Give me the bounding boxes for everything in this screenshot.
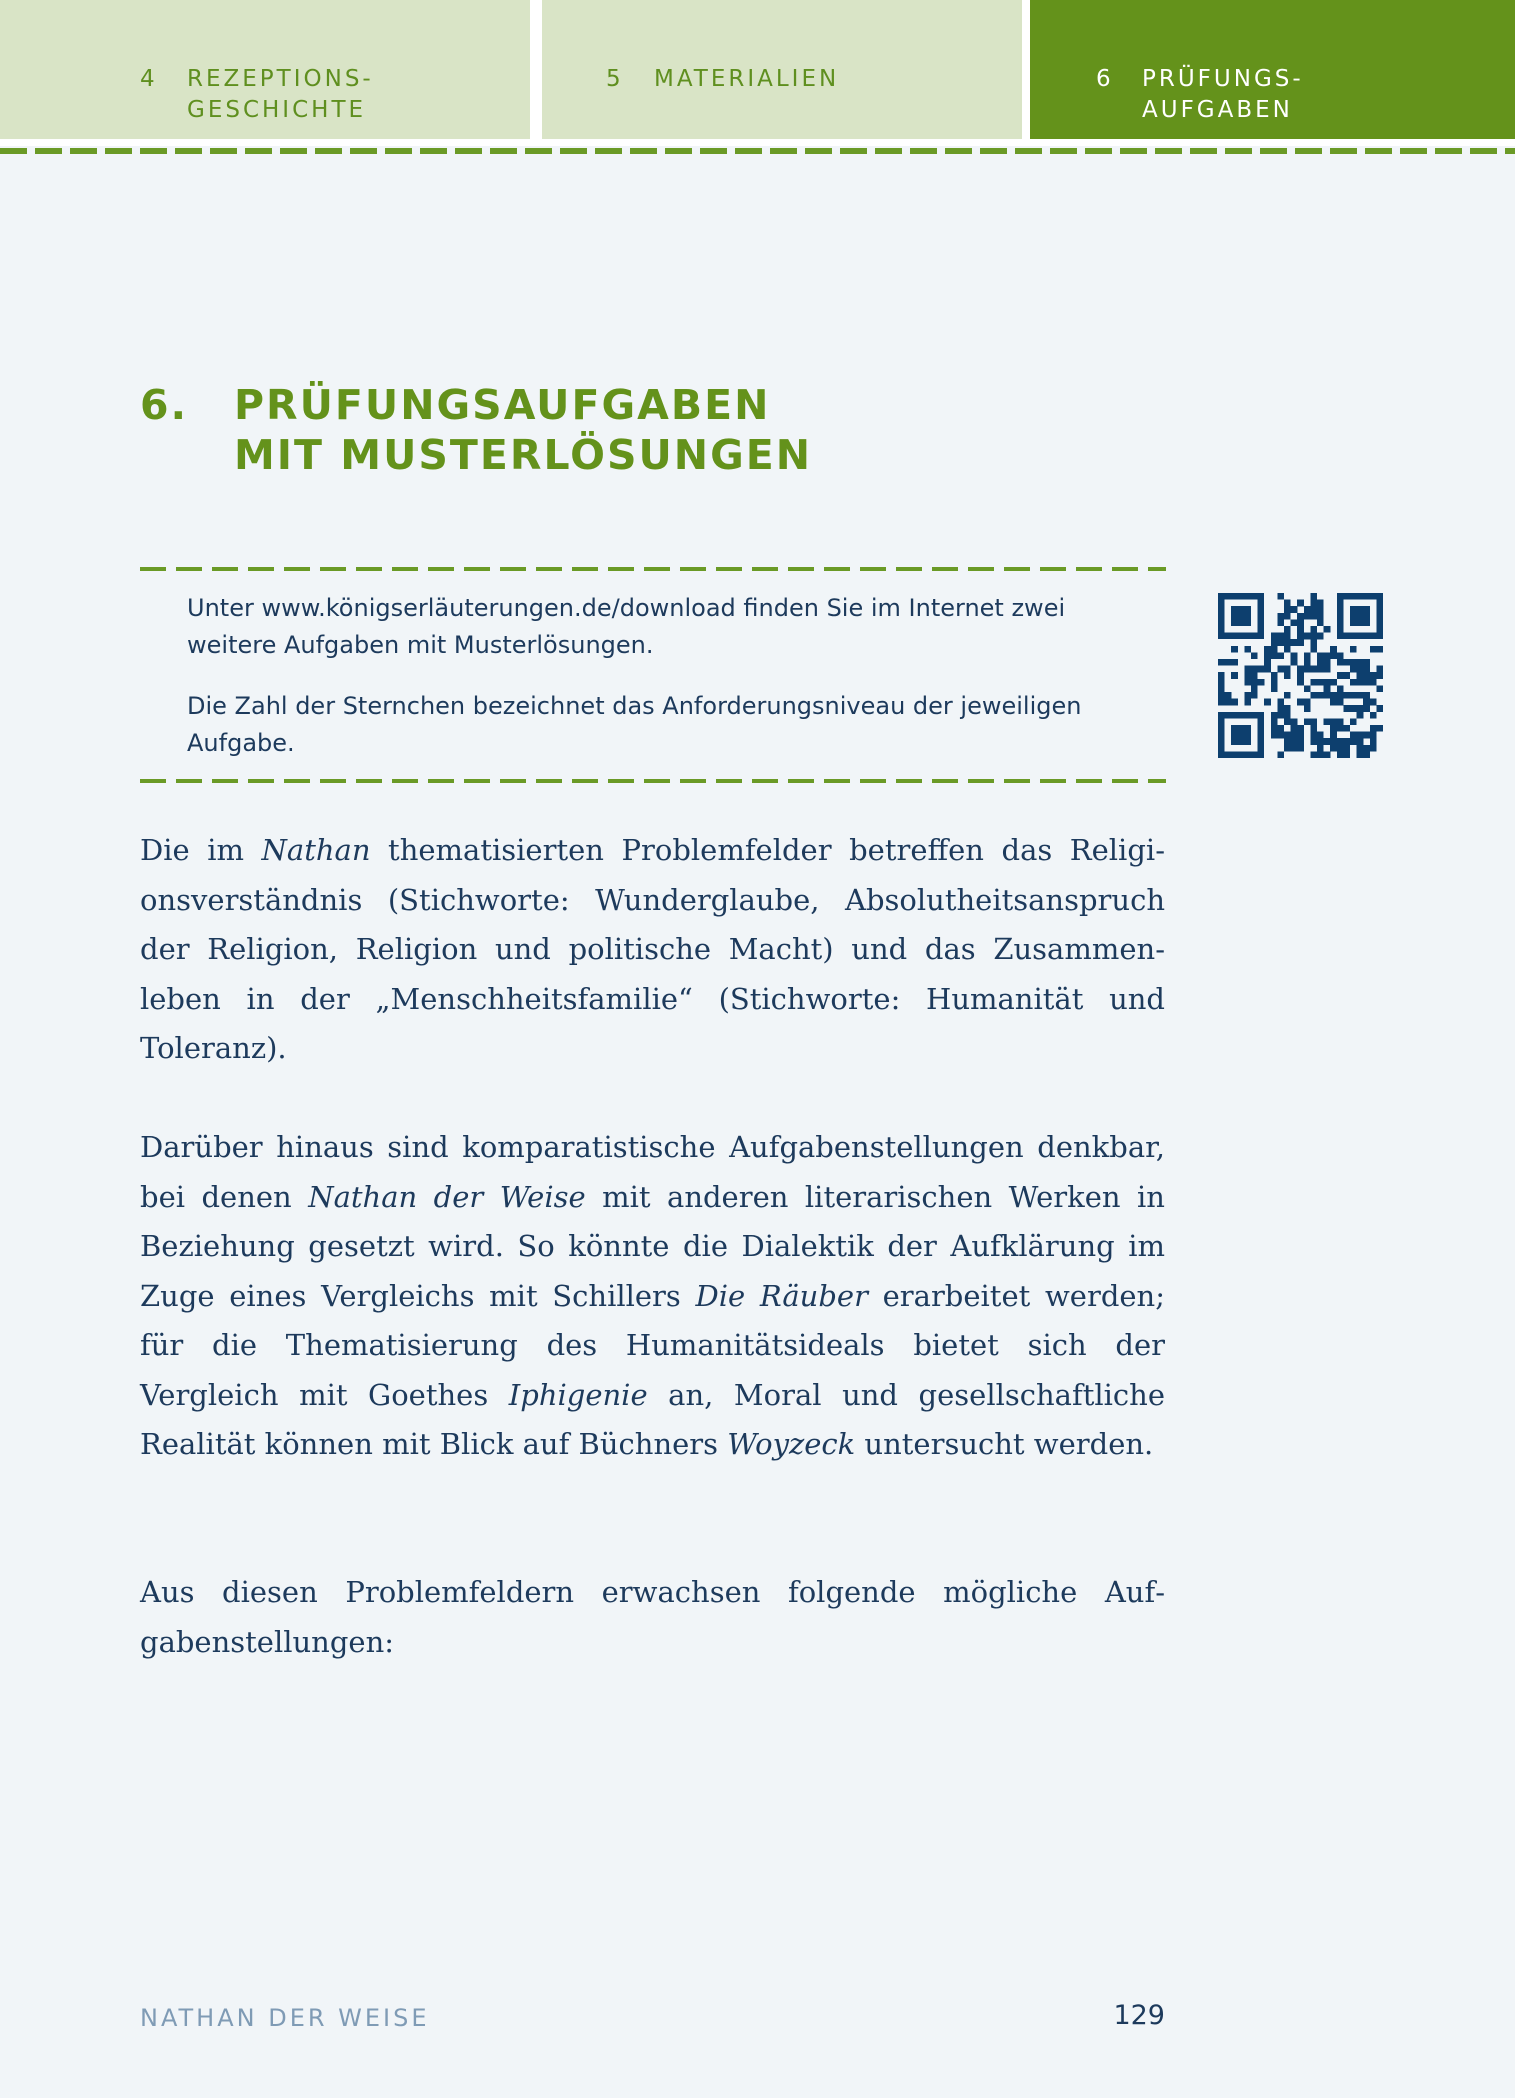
tab-number: 5 — [606, 66, 624, 92]
info-stars: Die Zahl der Sternchen bezeichnet das Anforderungsniveau der jeweiligen Aufgabe. — [187, 692, 1082, 757]
header-divider — [0, 148, 1515, 154]
work-title: Nathan der Weise — [308, 1179, 586, 1214]
tab-label: REZEPTIONS- GESCHICHTE — [187, 66, 374, 123]
book-title-footer: NATHAN DER WEISE — [140, 2004, 430, 2032]
body-paragraph: Aus diesen Problemfeldern erwachsen folgende mögliche Aufgabenstellungen: — [140, 1575, 1165, 1659]
tab-materialien[interactable] — [542, 0, 1022, 139]
qr-code-icon[interactable] — [1218, 593, 1383, 758]
work-title: Nathan — [261, 833, 371, 867]
work-title: Iphigenie — [508, 1377, 648, 1412]
text: Darüber hinaus sind komparatistische Aufgabenstellungen denkbar, bei denen — [140, 1130, 1165, 1214]
info-divider-top — [140, 567, 1166, 571]
chapter-number: 6. — [140, 381, 189, 429]
tab-pruefungsaufgaben[interactable] — [1030, 0, 1515, 139]
body-paragraph — [140, 826, 1165, 1074]
tab-label: PRÜFUNGS- AUFGABEN — [1142, 66, 1304, 123]
text: Die im — [140, 833, 262, 867]
tab-rezeptionsgeschichte[interactable] — [0, 0, 530, 139]
work-title: Woyzeck — [727, 1427, 856, 1461]
text: erarbeitet werden; für die Thematisierung des Humanitätsideals bietet sich der Vergleich mit Goethes — [140, 1278, 1165, 1412]
text: untersucht werden. — [855, 1427, 1154, 1461]
chapter-nav — [0, 0, 1515, 146]
tab-number: 6 — [1096, 66, 1114, 92]
text: mit anderen literarischen Werken in Beziehung gesetzt wird. So könnte die Dialektik der Aufklärung im Zuge eines Vergleichs mit Schillers — [140, 1179, 1165, 1313]
work-title: Die Räuber — [695, 1278, 868, 1313]
tab-number: 4 — [140, 66, 158, 92]
title-line-2: MIT MUSTERLÖSUNGEN — [234, 431, 813, 479]
body-paragraph — [140, 1123, 1165, 1470]
tab-label: MATERIALIEN — [654, 66, 840, 92]
text: thematisierten Problemfelder betreffen das Religionsverständnis (Stichworte: Wunderglaube, Absolutheitsanspruch der Religion, Religion und politische Macht) und das Zusammenleben in der „Menschheitsfamilie“ (Stichworte: Humanität und Toleranz). — [140, 833, 1165, 1065]
info-download: Unter www.königserläuterungen.de/download finden Sie im Internet zwei weitere Aufgaben mit Musterlösungen. — [187, 594, 1066, 659]
text: an, Moral und gesellschaftliche Realität können mit Blick auf Büchners — [140, 1377, 1165, 1461]
info-divider-bottom — [140, 779, 1166, 783]
title-line-1: PRÜFUNGSAUFGABEN — [234, 381, 771, 429]
page-number: 129 — [1113, 2000, 1165, 2031]
